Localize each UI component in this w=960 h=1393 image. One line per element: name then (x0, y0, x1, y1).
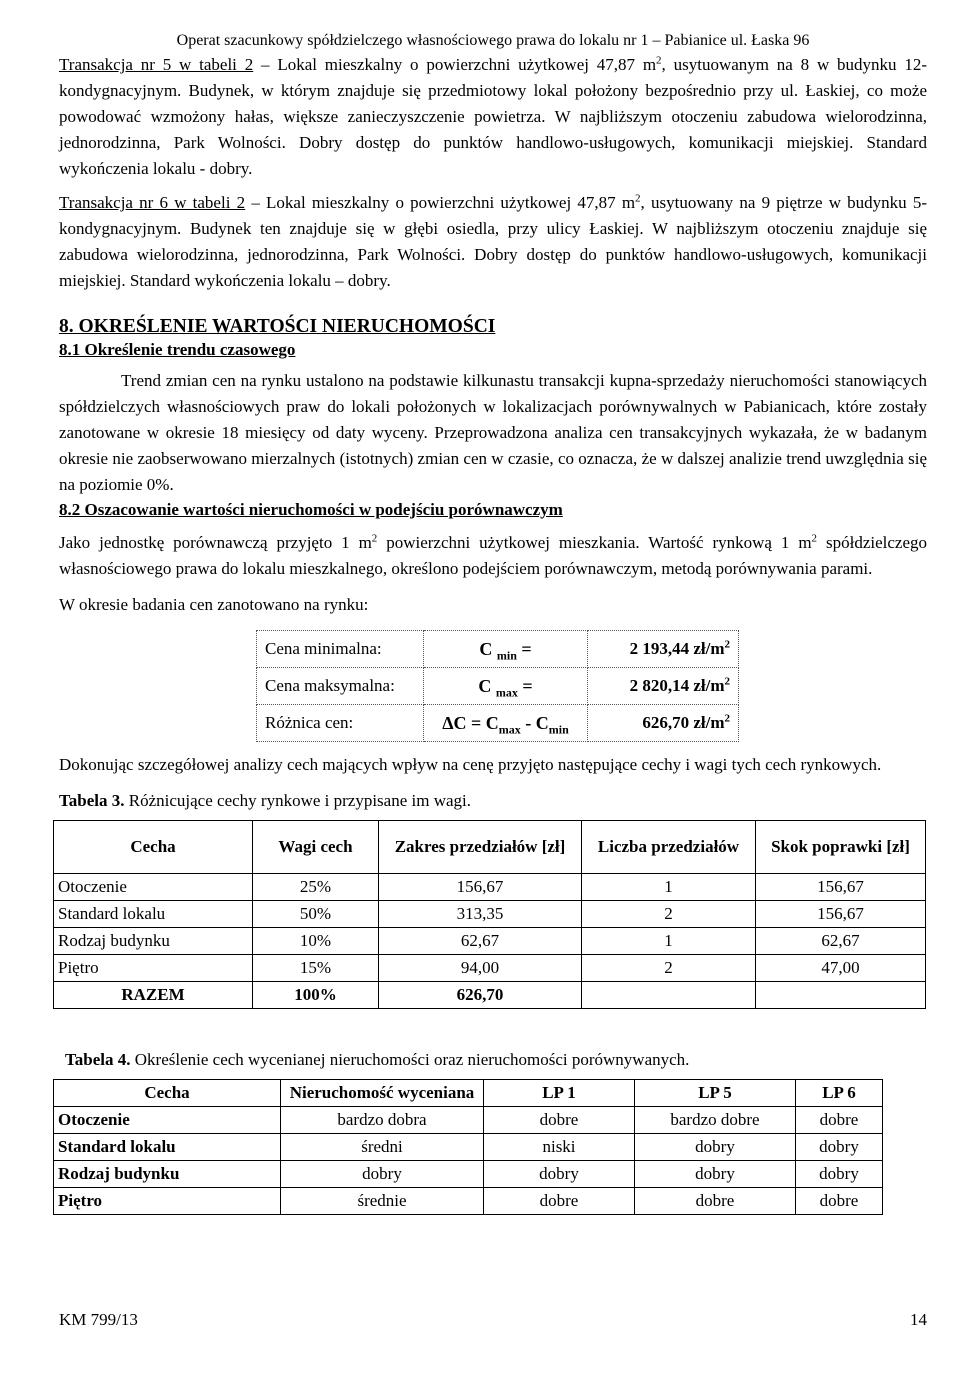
table-header-cell: Skok poprawki [zł] (756, 821, 926, 874)
caption-bold: Tabela 4. (65, 1050, 131, 1069)
caption-text: Określenie cech wycenianej nieruchomości oraz nieruchomości porównywanych. (130, 1050, 690, 1069)
section-8-1-text: Trend zmian cen na rynku ustalono na podstawie kilkunastu transakcji kupna-sprzedaży nieruchomości stanowiących spółdzielczych własnościowych praw do lokali położonych w lokalizacjach porównywalnych w Pabianicach, które zostały zanotowane w okresie 18 miesięcy od daty wyceny. Przeprowadzona analiza cen transakcyjnych wykazała, że w badanym okresie nie zaobserwowano mierzalnych (istotnych) zmian cen w czasie, co oznacza, że w dalszej analizie trend uwzględnia się na poziomie 0%. (59, 371, 927, 494)
table-4 (53, 1079, 883, 1215)
price-range-table (256, 630, 739, 742)
transaction-6-text-rest: , usytuowany na 9 piętrze w budynku 5-kondygnacyjnym. Budynek ten znajduje się w głębi osiedla, przy ulicy Łaskiej. W najbliższym otoczeniu znajduje się zabudowa wielorodzinna, jednorodzinna, Park Wolności. Dobry dostęp do punktów handlowo-usługowych, komunikacji miejskiej. Standard wykończenia lokalu – dobry. (59, 193, 928, 290)
sup: 2 (371, 532, 378, 545)
table-4-caption (65, 1047, 927, 1073)
table-cell: dobry (281, 1161, 484, 1188)
table-cell (582, 982, 756, 1009)
transaction-5-text: Lokal mieszkalny o powierzchni użytkowej 47,87 m (277, 55, 657, 74)
price-min-label: Cena minimalna: (257, 631, 424, 668)
price-max-label: Cena maksymalna: (257, 668, 424, 705)
table-cell: 100% (253, 982, 379, 1009)
text: Jako jednostkę porównawczą przyjęto 1 m (59, 533, 372, 552)
price-row-min (257, 631, 739, 668)
table-header-cell: Wagi cech (253, 821, 379, 874)
table-cell: średni (281, 1134, 484, 1161)
table-header-cell: Liczba przedziałów (582, 821, 756, 874)
table-total-row (54, 982, 926, 1009)
table-cell: RAZEM (54, 982, 253, 1009)
table-cell: dobre (484, 1107, 635, 1134)
section-8-2-paragraph-1 (59, 530, 927, 582)
table-cell: Piętro (54, 1188, 281, 1215)
table-cell: 10% (253, 928, 379, 955)
sup: 2 (635, 192, 641, 205)
table-row (54, 955, 926, 982)
table-cell: dobry (635, 1161, 796, 1188)
table-4-header-row (54, 1080, 883, 1107)
dash: – (253, 55, 278, 74)
table-cell (756, 982, 926, 1009)
table-cell: 1 (582, 928, 756, 955)
table-cell: dobre (635, 1188, 796, 1215)
table-row (54, 1107, 883, 1134)
table-cell: dobre (796, 1188, 883, 1215)
table-cell: 25% (253, 874, 379, 901)
sup: 2 (811, 532, 818, 545)
table-cell: 1 (582, 874, 756, 901)
table-cell: Otoczenie (54, 1107, 281, 1134)
sup: 2 (656, 54, 662, 67)
table-header-cell: LP 1 (484, 1080, 635, 1107)
price-max-symbol (424, 668, 588, 705)
sub: max (498, 722, 521, 737)
transaction-5-lead: Transakcja nr 5 w tabeli 2 (59, 55, 254, 74)
table-cell: 156,67 (379, 874, 582, 901)
price-diff-value (588, 705, 739, 742)
table-cell: 62,67 (379, 928, 582, 955)
price-min-symbol (424, 631, 588, 668)
page-footer (59, 1310, 927, 1330)
section-8-1-heading: 8.1 Określenie trendu czasowego (59, 340, 296, 359)
transaction-6-text: Lokal mieszkalny o powierzchni użytkowej 47,87 m (266, 193, 636, 212)
page-header: Operat szacunkowy spółdzielczego własnościowego prawa do lokalu nr 1 – Pabianice ul. Łaska 96 (176, 32, 810, 49)
transaction-5-paragraph (59, 52, 927, 182)
dash: – (245, 193, 267, 212)
price-row-max (257, 668, 739, 705)
price-diff-symbol (424, 705, 588, 742)
table-header-cell: LP 5 (635, 1080, 796, 1107)
table-cell: niski (484, 1134, 635, 1161)
table-cell: Otoczenie (54, 874, 253, 901)
table-cell: dobry (796, 1134, 883, 1161)
table-cell: 47,00 (756, 955, 926, 982)
table-header-cell: LP 6 (796, 1080, 883, 1107)
table-3-caption (59, 788, 927, 814)
table-cell: 15% (253, 955, 379, 982)
document-id: KM 799/13 (59, 1310, 138, 1329)
table-cell: 94,00 (379, 955, 582, 982)
table-3-header-row (54, 821, 926, 874)
sup: 2 (724, 712, 730, 725)
table-cell: dobry (796, 1161, 883, 1188)
val: 2 820,14 zł/m (629, 676, 725, 695)
val: 626,70 zł/m (642, 713, 725, 732)
transaction-5-text-rest: , usytuowanym na 8 w budynku 12-kondygnacyjnym. Budynek, w którym znajduje się przedmiotowy lokal położony bezpośrednio przy ul. Łaskiej, co może powodować wzmożony hałas, większe zanieczyszczenie powietrza. W najbliższym otoczeniu zabudowa wielorodzinna, jednorodzinna, Park Wolności. Dobry dostęp do punktów handlowo-usługowych, komunikacji miejskiej. Standard wykończenia lokalu - dobry. (59, 55, 928, 178)
table-row (54, 928, 926, 955)
price-max-value (588, 668, 739, 705)
section-8-heading: 8. OKREŚLENIE WARTOŚCI NIERUCHOMOŚCI (59, 316, 496, 337)
caption-text: Różnicujące cechy rynkowe i przypisane im wagi. (124, 791, 471, 810)
section-8-2-paragraph-3: Dokonując szczegółowej analizy cech mających wpływ na cenę przyjęto następujące cechy i wagi tych cech rynkowych. (59, 755, 882, 774)
table-cell: bardzo dobra (281, 1107, 484, 1134)
table-row (54, 1188, 883, 1215)
table-cell: 313,35 (379, 901, 582, 928)
price-diff-label: Różnica cen: (257, 705, 424, 742)
sym: C (479, 638, 493, 659)
text: spółdzielczego własnościowego prawa do lokalu mieszkalnego, określono podejściem porównawczym, metodą porównywania parami. (59, 533, 927, 578)
table-cell: Rodzaj budynku (54, 1161, 281, 1188)
price-min-value (588, 631, 739, 668)
table-cell: Standard lokalu (54, 1134, 281, 1161)
text: powierzchni użytkowej mieszkania. Wartość rynkową 1 m (377, 533, 812, 552)
table-3 (53, 820, 926, 1009)
table-row (54, 1161, 883, 1188)
table-header-cell: Cecha (54, 1080, 281, 1107)
table-cell: 156,67 (756, 874, 926, 901)
table-cell: dobry (635, 1134, 796, 1161)
table-cell: średnie (281, 1188, 484, 1215)
table-row (54, 901, 926, 928)
document-page (59, 30, 927, 1215)
caption-bold: Tabela 3. (59, 791, 125, 810)
table-header-cell: Nieruchomość wyceniana (281, 1080, 484, 1107)
table-row (54, 874, 926, 901)
table-cell: 626,70 (379, 982, 582, 1009)
table-cell: dobry (484, 1161, 635, 1188)
sup: 2 (724, 638, 730, 651)
table-cell: 2 (582, 955, 756, 982)
table-cell: Rodzaj budynku (54, 928, 253, 955)
section-8-2-paragraph-2: W okresie badania cen zanotowano na rynku: (59, 595, 369, 614)
table-cell: Standard lokalu (54, 901, 253, 928)
table-cell: 156,67 (756, 901, 926, 928)
price-row-diff (257, 705, 739, 742)
sub: min (548, 722, 569, 737)
table-cell: 50% (253, 901, 379, 928)
table-cell: dobre (796, 1107, 883, 1134)
val: 2 193,44 zł/m (629, 639, 725, 658)
table-cell: 2 (582, 901, 756, 928)
sub: max (495, 685, 518, 700)
table-header-cell: Cecha (54, 821, 253, 874)
sym: ΔC = C (442, 712, 499, 733)
sym: C (478, 675, 492, 696)
table-cell: 62,67 (756, 928, 926, 955)
transaction-6-paragraph (59, 190, 927, 294)
transaction-6-lead: Transakcja nr 6 w tabeli 2 (59, 193, 246, 212)
eq: = (517, 675, 533, 696)
page-number: 14 (910, 1310, 927, 1329)
section-8-2-heading: 8.2 Oszacowanie wartości nieruchomości w podejściu porównawczym (59, 500, 563, 519)
table-cell: Piętro (54, 955, 253, 982)
table-cell: bardzo dobre (635, 1107, 796, 1134)
table-row (54, 1134, 883, 1161)
sub: min (496, 648, 517, 663)
eq: = (516, 638, 532, 659)
mid: - C (520, 712, 549, 733)
sup: 2 (724, 675, 730, 688)
table-cell: dobre (484, 1188, 635, 1215)
table-header-cell: Zakres przedziałów [zł] (379, 821, 582, 874)
